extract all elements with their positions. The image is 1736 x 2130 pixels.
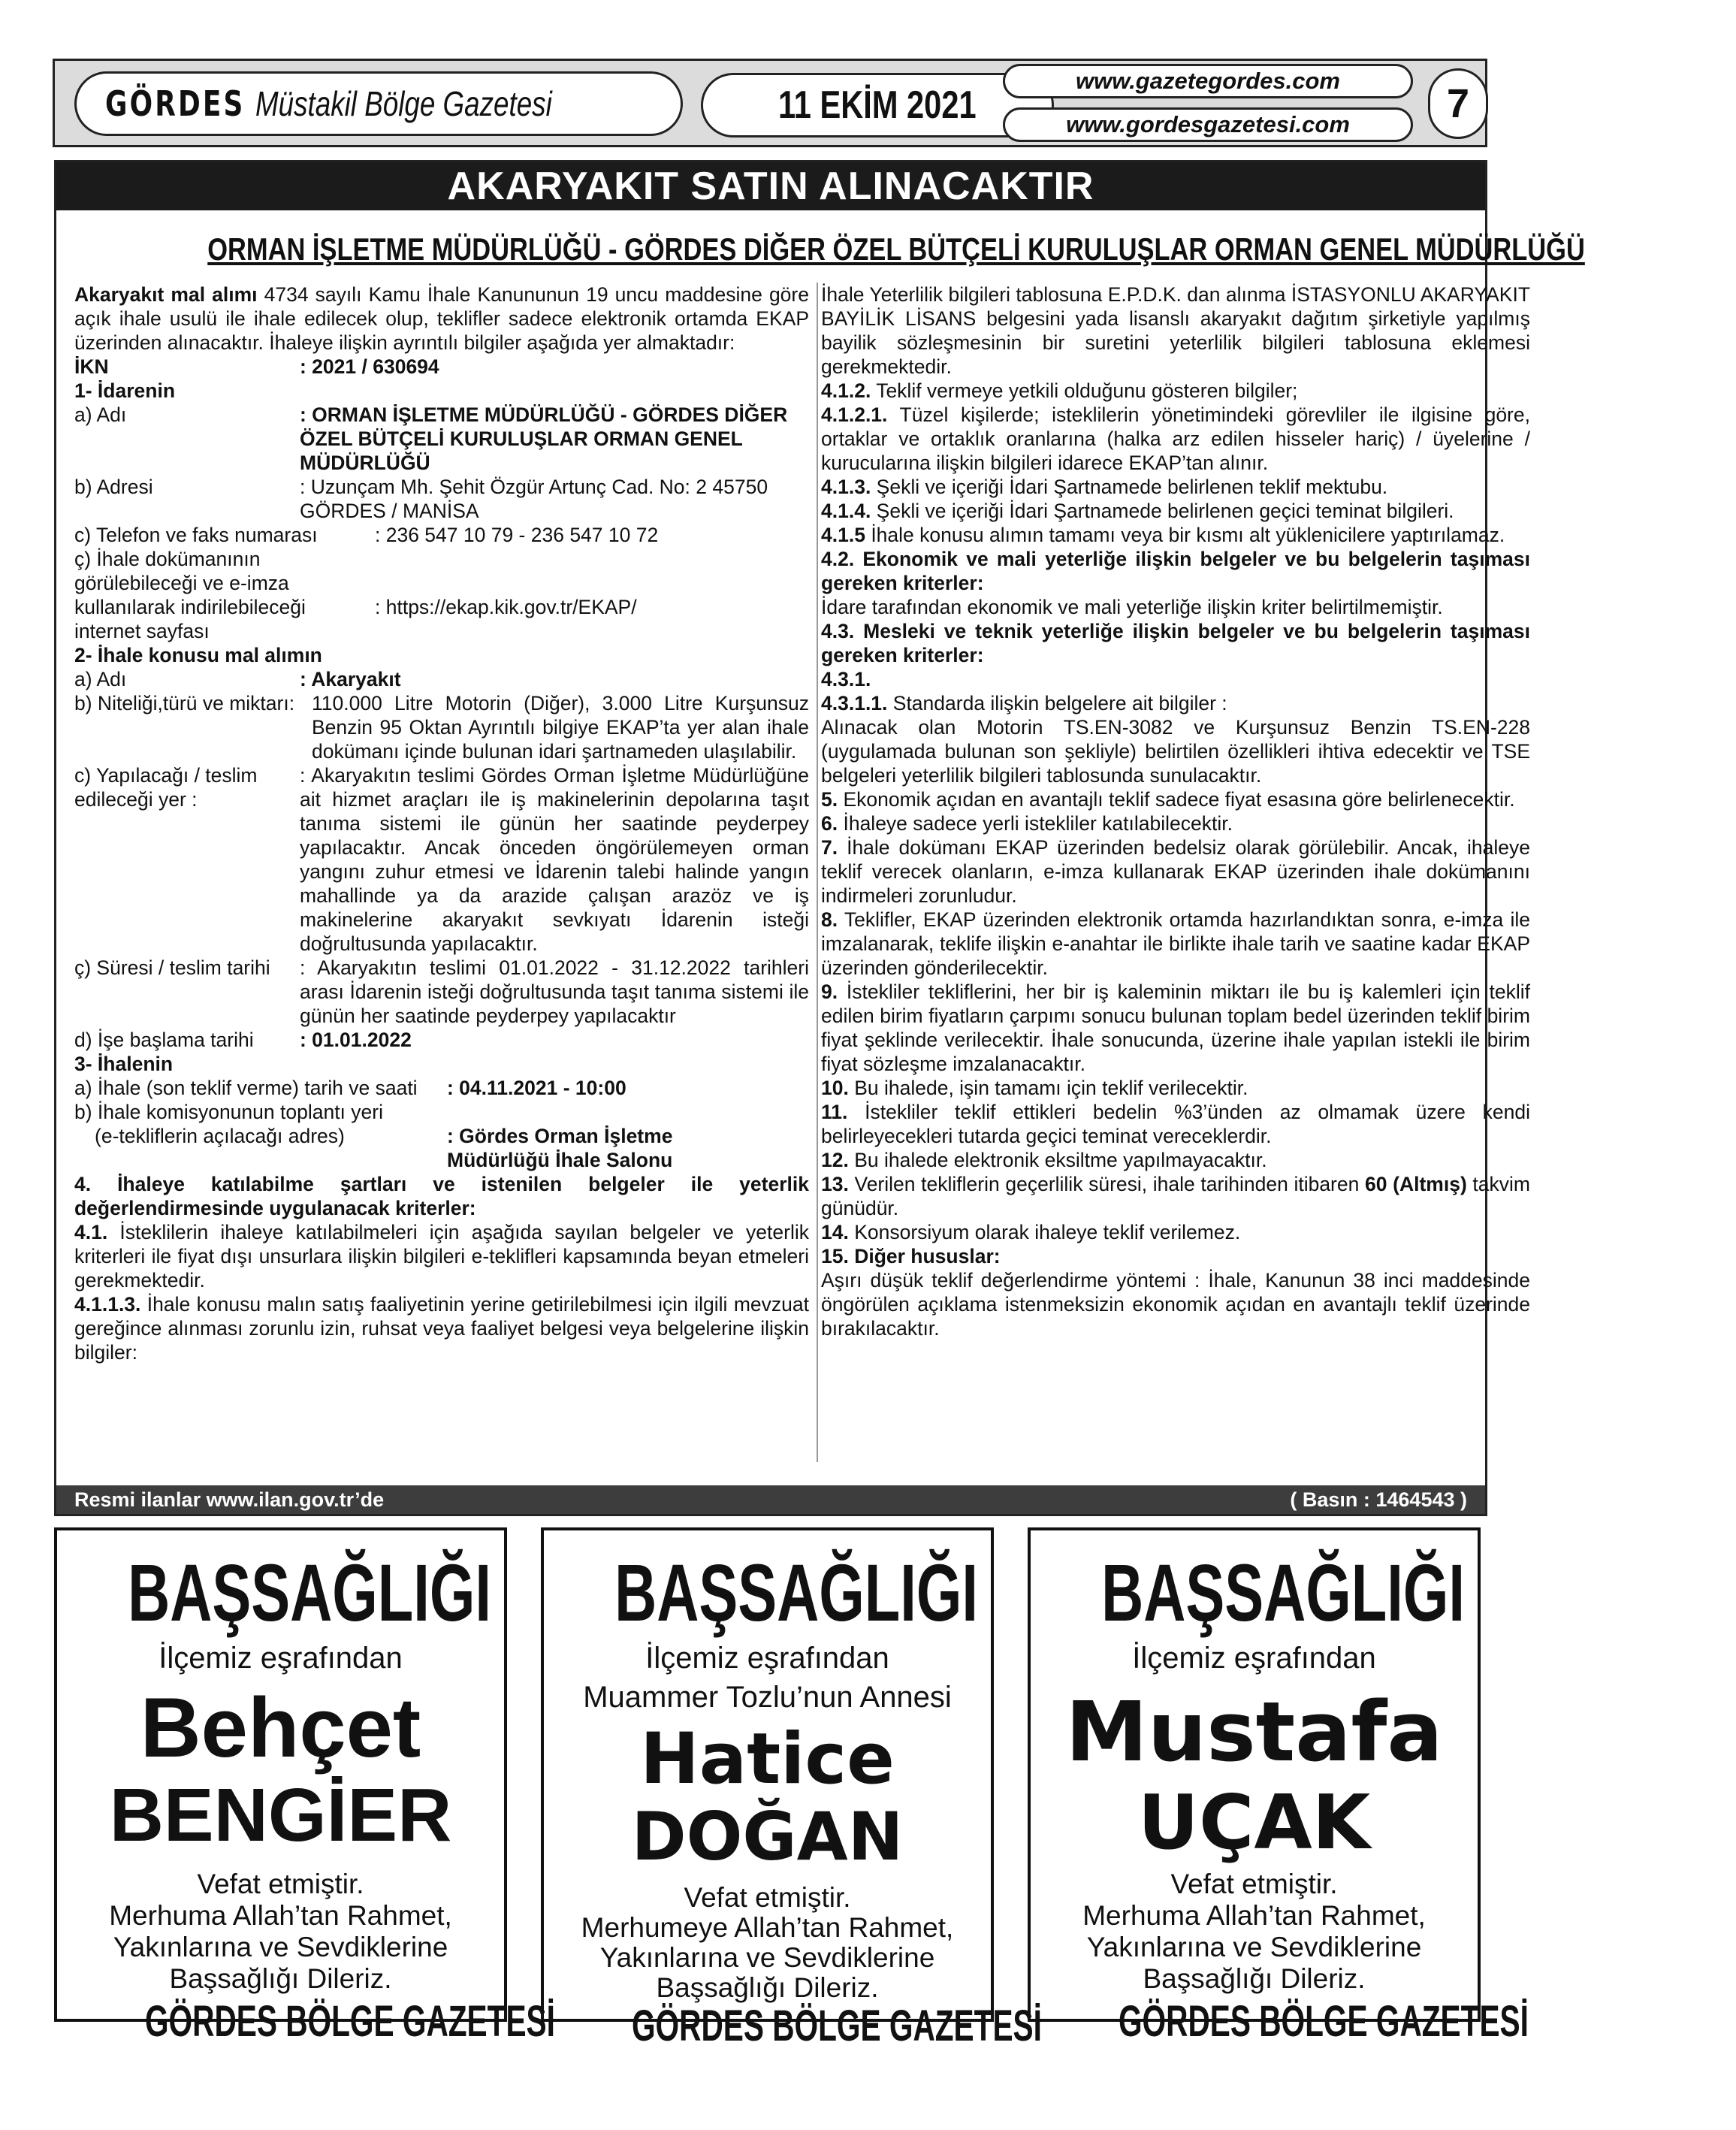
condolence-intro: İlçemiz eşrafından	[159, 1642, 403, 1675]
condolence-box-2	[541, 1527, 1042, 2050]
condolence-box-1	[54, 1527, 555, 2046]
ikn-row: İKN : 2021 / 630694	[74, 355, 439, 378]
announcement-left-column	[74, 282, 809, 1364]
condolence-text-1: Vefat etmiştir.	[1170, 1869, 1338, 1899]
brand-subtitle: Müstakil Bölge Gazetesi	[255, 84, 552, 123]
announcement-title: AKARYAKIT SATIN ALINACAKTIR	[447, 165, 1094, 208]
condolence-intro: İlçemiz eşrafından	[645, 1642, 889, 1675]
authority-address-row: b) Adresi : Uzunçam Mh. Şehit Özgür Artunç Cad. No: 2 45750 GÖRDES / MANİSA	[74, 476, 768, 522]
announcement-right-column	[821, 282, 1530, 1340]
website-link-1[interactable]: www.gazetegordes.com	[1003, 64, 1413, 98]
delivery-place-row: c) Yapılacağı / teslim edileceği yer : : Akaryakıtın teslimi Gördes Orman İşletme Müdürlüğüne ait hizmet araçları ile iş makinelerinin depolarına taşıt tanıma sistemi ile günün her saatinde peyderpey yapılacaktır. Ancak önceden öngörülemeyen orman yangını zuhur etmesi ve İdarenin talebi halinde yangın mahallinde ya da arazide çalışan arazöz ve iş makinelerine akaryakıt sevkıyatı İdarenin isteği doğrultusunda yapılacaktır.	[74, 764, 809, 955]
condolence-text-3: Yakınlarına ve Sevdiklerine	[113, 1932, 448, 1962]
condolence-text-2: Merhuma Allah’tan Rahmet,	[1082, 1900, 1426, 1931]
deceased-first-name: Hatice	[640, 1718, 895, 1800]
clause-4-2-heading: 4.2. Ekonomik ve mali yeterliğe ilişkin belgeler ve bu belgelerin taşıması gereken kriterler:	[821, 548, 1530, 594]
condolence-intro: İlçemiz eşrafından	[1132, 1642, 1376, 1675]
section-4-heading: 4. İhaleye katılabilme şartları ve istenilen belgeler ile yeterlik değerlendirmesinde uygulanacak kriterler:	[74, 1173, 809, 1219]
tender-place-label: b) İhale komisyonunun toplantı yeri	[74, 1101, 383, 1123]
issue-date-text: 11 EKİM 2021	[778, 83, 977, 127]
section-3-heading: 3- İhalenin	[74, 1053, 174, 1075]
authority-name-row: a) Adı : ORMAN İŞLETME MÜDÜRLÜĞÜ - GÖRDES DİĞER ÖZEL BÜTÇELİ KURULUŞLAR ORMAN GENEL MÜDÜRLÜĞÜ	[74, 403, 788, 474]
condolence-text-1: Vefat etmiştir.	[684, 1882, 851, 1913]
condolence-text-1: Vefat etmiştir.	[197, 1869, 364, 1899]
official-ads-link[interactable]: Resmi ilanlar www.ilan.gov.tr’de	[74, 1488, 385, 1511]
intro-paragraph: Akaryakıt mal alımı 4734 sayılı Kamu İhale Kanununun 19 uncu maddesine göre açık ihale usulü ile ihale edilecek olup, teklifler sadece elektronik ortamda EKAP üzerinden alınacaktır. İhaleye ilişkin ayrıntılı bilgiler aşağıda yer almaktadır:	[74, 283, 809, 354]
clause-6: 6. İhaleye sadece yerli istekliler katılabilecektir.	[821, 812, 1233, 835]
clause-15-heading: 15. Diğer hususlar:	[821, 1245, 1001, 1267]
start-date-row: d) İşe başlama tarihi : 01.01.2022	[74, 1029, 412, 1051]
clause-13: 13. Verilen tekliflerin geçerlilik süresi, ihale tarihinden itibaren 60 (Altmış) takvim günüdür.	[821, 1173, 1530, 1219]
page-number: 7	[1428, 68, 1488, 139]
condolence-text-3: Yakınlarına ve Sevdiklerine	[1086, 1932, 1422, 1962]
condolence-text-2: Merhuma Allah’tan Rahmet,	[109, 1900, 452, 1931]
clause-4-1-1-3: 4.1.1.3. İhale konusu malın satış faaliyetinin yerine getirilebilmesi için ilgili mevzuat gereğince alınması zorunlu izin, ruhsat veya faaliyet belgesi veya belgelerine ilişkin bilgiler:	[74, 1293, 809, 1364]
clause-4-2-text: İdare tarafından ekonomik ve mali yeterliğe ilişkin kriter belirtilmemiştir.	[821, 596, 1443, 618]
brand-name: GÖRDES	[105, 83, 246, 124]
issue-date	[701, 73, 1054, 137]
clause-4-1-3: 4.1.3. Şekli ve içeriği İdari Şartnamede belirlenen teklif mektubu.	[821, 476, 1388, 498]
ekap-link[interactable]: : https://ekap.kik.gov.tr/EKAP/	[375, 596, 637, 618]
authority-phone-row: c) Telefon ve faks numarası : 236 547 10 79 - 236 547 10 72	[74, 524, 659, 546]
deceased-last-name: UÇAK	[1137, 1778, 1371, 1866]
standards-text: Alınacak olan Motorin TS.EN-3082 ve Kurşunsuz Benzin TS.EN-228 (uygulamada bulunan son şekliyle) belirtilen özellikleri ihtiva edecektir ve TSE belgeleri yeterlilik bilgileri tablosunda sunulacaktır.	[821, 716, 1530, 787]
clause-4-1-4: 4.1.4. Şekli ve içeriği İdari Şartnamede belirlenen geçici teminat bilgileri.	[821, 500, 1454, 522]
condolence-text-4: Başsağlığı Dileriz.	[1143, 1963, 1366, 1994]
press-number: ( Basın : 1464543 )	[1290, 1488, 1467, 1511]
condolence-title: BAŞSAĞLIĞI	[614, 1547, 978, 1638]
deceased-first-name: Mustafa	[1065, 1684, 1443, 1780]
masthead	[53, 59, 1487, 147]
clause-5: 5. Ekonomik açıdan en avantajlı teklif sadece fiyat esasına göre belirlenecektir.	[821, 788, 1515, 811]
section-1-heading: 1- İdarenin	[74, 379, 176, 402]
clause-4-3-heading: 4.3. Mesleki ve teknik yeterliğe ilişkin belgeler ve bu belgelerin taşıması gereken kriterler:	[821, 620, 1530, 666]
condolence-footer: GÖRDES BÖLGE GAZETESİ	[144, 1997, 555, 2046]
goods-name-row: a) Adı : Akaryakıt	[74, 668, 401, 690]
deceased-last-name: BENGİER	[109, 1773, 452, 1857]
goods-quantity-row: b) Niteliği,türü ve miktarı: 110.000 Litre Motorin (Diğer), 3.000 Litre Kurşunsuz Benzin 95 Oktan Ayrıntılı bilgiye EKAP’ta yer alan ihale dokümanı içinde bulunan idari şartnameden ulaşılabilir.	[74, 692, 809, 763]
condolence-footer: GÖRDES BÖLGE GAZETESİ	[631, 2002, 1042, 2050]
clause-4-3-1-1: 4.3.1.1. Standarda ilişkin belgelere ait bilgiler :	[821, 692, 1227, 715]
announcement-header	[56, 162, 1485, 210]
announcement-subtitle: ORMAN İŞLETME MÜDÜRLÜĞÜ - GÖRDES DİĞER ÖZEL BÜTÇELİ KURULUŞLAR ORMAN GENEL MÜDÜRLÜĞÜ	[207, 231, 1585, 267]
website-link-2[interactable]: www.gordesgazetesi.com	[1003, 107, 1413, 142]
deceased-first-name: Behçet	[140, 1681, 421, 1775]
clause-7: 7. İhale dokümanı EKAP üzerinden bedelsiz olarak görülebilir. Ancak, ihaleye teklif verecek olanların, e-imza kullanarak EKAP üzerinden ihale dokümanını indirmeleri zorunludur.	[821, 836, 1530, 907]
clause-15-text: Aşırı düşük teklif değerlendirme yöntemi : İhale, Kanunun 38 inci maddesinde öngörülen açıklama istenmeksizin ekonomik açıdan en avantajlı teklif üzerinde bırakılacaktır.	[821, 1269, 1530, 1340]
clause-14: 14. Konsorsiyum olarak ihaleye teklif verilemez.	[821, 1221, 1241, 1243]
deceased-last-name: DOĞAN	[631, 1798, 904, 1875]
clause-4-3-1: 4.3.1.	[821, 668, 871, 690]
condolence-title: BAŞSAĞLIĞI	[128, 1547, 491, 1638]
clause-4-1-2-1: 4.1.2.1. Tüzel kişilerde; isteklilerin yönetimindeki görevliler ile ilgisine göre, ortaklar ve ortaklık oranlarına (halka arz edilen hisseler hariç) / üyelerine / kurucularına ilişkin bilgileri idarece EKAP’tan alınır.	[821, 403, 1530, 474]
clause-4-1-5: 4.1.5 İhale konusu alımın tamamı veya bir kısmı alt yüklenicilere yaptırılamaz.	[821, 524, 1505, 546]
condolence-footer: GÖRDES BÖLGE GAZETESİ	[1118, 1997, 1529, 2046]
condolence-text-4: Başsağlığı Dileriz.	[656, 1972, 879, 2003]
clause-9: 9. İstekliler tekliflerini, her bir iş kaleminin miktarı ile bu iş kalemleri için teklif edilen birim fiyatların çarpımı sonucu bulunan toplam bedel üzerinden teklif birim fiyat şeklinde verilecektir. İhale sonucunda, üzerine ihale yapılan istekli ile birim fiyat sözleşme imzalanacaktır.	[821, 980, 1530, 1075]
tender-place-row: (e-tekliflerin açılacağı adres) : Gördes Orman İşletme Müdürlüğü İhale Salonu	[95, 1125, 673, 1171]
condolence-title: BAŞSAĞLIĞI	[1101, 1547, 1465, 1638]
clause-12: 12. Bu ihalede elektronik eksiltme yapılmayacaktır.	[821, 1149, 1267, 1171]
column-divider	[817, 282, 818, 1462]
announcement-subheader	[56, 231, 1585, 276]
newspaper-title	[74, 71, 683, 136]
clause-8: 8. Teklifler, EKAP üzerinden elektronik ortamda hazırlandıktan sonra, e-imza ile imzalanarak, teklife ilişkin e-anahtar ile birlikte ihale tarih ve saatine kadar EKAP üzerinden gönderilecektir.	[821, 908, 1530, 979]
condolence-text-3: Yakınlarına ve Sevdiklerine	[599, 1942, 935, 1973]
clause-10: 10. Bu ihalede, işin tamamı için teklif verilecektir.	[821, 1077, 1248, 1099]
clause-4-1-2: 4.1.2. Teklif vermeye yetkili olduğunu gösteren bilgiler;	[821, 379, 1298, 402]
condolence-relation: Muammer Tozlu’nun Annesi	[583, 1681, 952, 1714]
announcement-footer	[56, 1485, 1485, 1514]
clause-4-1: 4.1. İsteklilerin ihaleye katılabilmeleri için aşağıda sayılan belgeler ve yeterlik kriterleri ile fiyat dışı unsurlara ilişkin bilgileri e-teklifleri kapsamında beyan etmeleri gerekmektedir.	[74, 1221, 809, 1292]
condolence-text-2: Merhumeye Allah’tan Rahmet,	[581, 1912, 954, 1943]
condolence-text-4: Başsağlığı Dileriz.	[169, 1963, 392, 1994]
condolence-box-3	[1028, 1527, 1529, 2046]
section-2-heading: 2- İhale konusu mal alımın	[74, 644, 322, 666]
delivery-date-row: ç) Süresi / teslim tarihi : Akaryakıtın teslimi 01.01.2022 - 31.12.2022 tarihleri arası İdarenin isteği doğrultusunda taşıt tanıma sistemi ile günün her saatinde peyderpey yapılacaktır	[74, 956, 809, 1027]
clause-11: 11. İstekliler teklif ettikleri bedelin %3’ünden az olmamak üzere kendi belirleyecekleri tutarda geçici teminat vereceklerdir.	[821, 1101, 1530, 1147]
tender-docs-row: ç) İhale dokümanının görülebileceği ve e-imza kullanılarak indirilebileceği internet sayfası : https://ekap.kik.gov.tr/EKAP/	[74, 547, 809, 643]
tender-announcement	[54, 160, 1585, 1516]
tender-datetime-row: a) İhale (son teklif verme) tarih ve saati : 04.11.2021 - 10:00	[74, 1077, 626, 1099]
license-requirement: İhale Yeterlilik bilgileri tablosuna E.P.D.K. dan alınma İSTASYONLU AKARYAKIT BAYİLİK LİSANS belgesini yada lisanslı akaryakıt dağıtım şirketiyle yapılmış bayilik sözleşmesinin bir suretini yeterlilik bilgileri tablosuna eklemesi gerekmektedir.	[821, 283, 1530, 378]
